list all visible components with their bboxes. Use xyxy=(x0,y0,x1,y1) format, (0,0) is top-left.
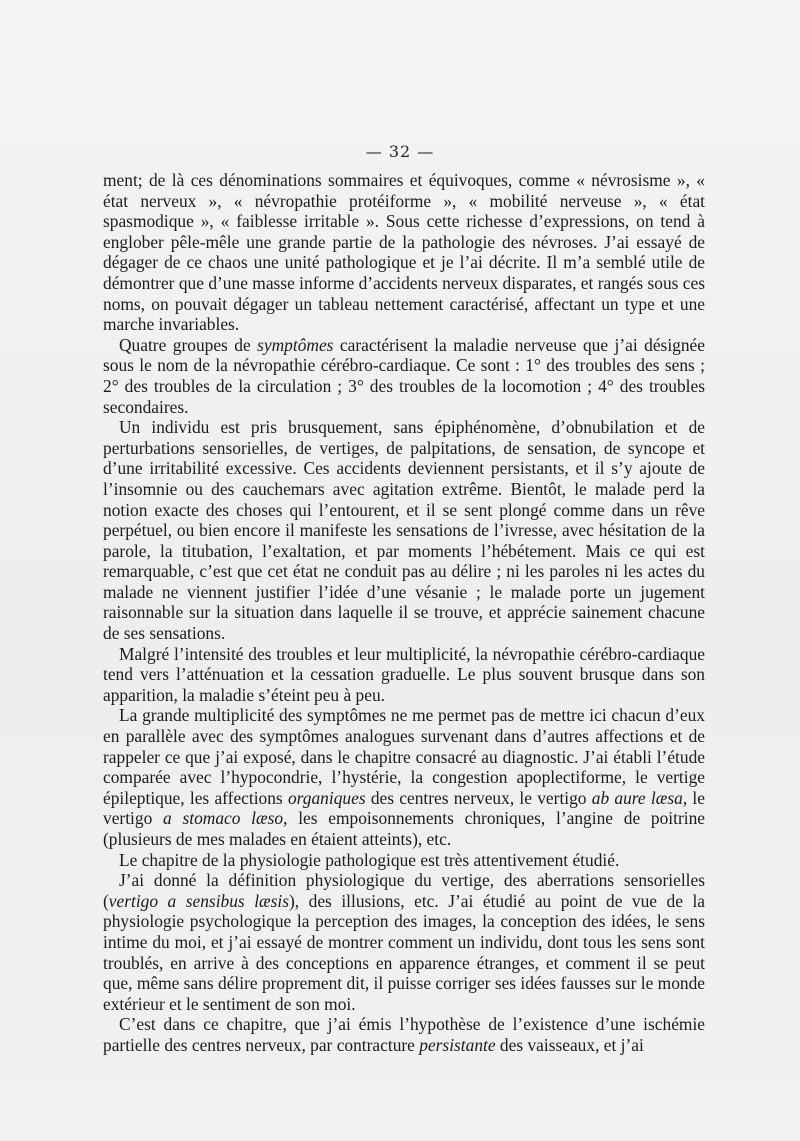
italic-text: persistante xyxy=(419,1034,496,1055)
italic-text: a stomaco læso xyxy=(163,808,284,829)
text-run: C’est dans ce chapitre, que j’ai émis l’hypothèse de l’existence d’une ischémie partielle des centres nerveux, par contracture xyxy=(103,1014,705,1055)
text-run: Un individu est pris brusquement, sans épiphénomène, d’obnubilation et de perturbations sensorielles, de vertiges, de palpitations, de sensation, de syncope et d’une irritabilité excessive. Ces accidents deviennent persistants, et il s’y ajoute de l’insomnie ou des cauchemars avec agitation extrême. Bientôt, le malade perd la notion exacte des choses qui l’entourent, et il se sent plongé comme dans un rêve perpétuel, ou bien encore il manifeste les sensations de l’ivresse, avec hésitation de la parole, la titubation, l’exaltation, et par moments l’hébétement. Mais ce qui est remarquable, c’est que cet état ne conduit pas au délire ; ni les paroles ni les actes du malade ne viennent justifier l’idée d’une vésanie ; le malade porte un jugement raisonnable sur la situation dans laquelle il se trouve, et apprécie sainement chacune de ses sensations. xyxy=(103,417,705,644)
text-run: J’ai donné la définition physiologique du vertige, des aberrations sensorielles ( xyxy=(103,870,705,911)
paragraph xyxy=(103,870,705,1014)
text-run: La grande multiplicité des symptômes ne me permet pas de mettre ici chacun d’eux en parallèle avec des symptômes analogues survenant dans d’autres affections et de rappeler ce que j’ai exposé, dans le chapitre consacré au diagnostic. J’ai établi l’étude comparée avec l’hypocondrie, l’hystérie, la congestion apoplectiforme, le vertige épileptique, les affections xyxy=(103,705,705,808)
italic-text: symptômes xyxy=(257,334,334,355)
text-run: , les empoisonnements chroniques, l’angine de poitrine (plusieurs de mes malades en étaient atteints), etc. xyxy=(103,808,706,849)
italic-text: vertigo a sensibus læsis xyxy=(108,890,289,911)
paragraph xyxy=(103,335,705,417)
text-run: Malgré l’intensité des troubles et leur multiplicité, la névropathie cérébro-cardiaque tend vers l’atténuation et la cessation graduelle. Le plus souvent brusque dans son apparition, la maladie s’éteint peu à peu. xyxy=(103,643,705,705)
body-text xyxy=(103,170,705,1056)
text-run: des vaisseaux, et j’ai xyxy=(495,1034,644,1055)
italic-text: ab aure læsa xyxy=(591,787,683,808)
text-run: ), des illusions, etc. J’ai étudié au point de vue de la physiologie psychologique la perception des images, la conception des idées, le sens intime du moi, et j’ai essayé de montrer comment un individu, dont tous les sens sont troublés, en arrive à des conceptions en apparence étranges, et comment il se peut que, même sans délire proprement dit, il puisse corriger ses idées fausses sur le monde extérieur et le sentiment de son moi. xyxy=(103,890,705,1014)
text-run: , le vertigo xyxy=(103,787,705,829)
text-run: caractérisent la maladie nerveuse que j’ai désignée sous le nom de la névropathie cérébro-cardiaque. Ce sont : 1° des troubles des sens ; 2° des troubles de la circulation ; 3° des troubles de la locomotion ; 4° des troubles secondaires. xyxy=(103,334,705,417)
paragraph xyxy=(103,705,705,849)
text-run: Quatre groupes de xyxy=(119,334,258,355)
text-run: des centres nerveux, le vertigo xyxy=(365,787,592,808)
paragraph xyxy=(103,850,705,871)
paragraph xyxy=(103,644,705,706)
paragraph xyxy=(103,417,705,644)
text-run: ment; de là ces dénominations sommaires et équivoques, comme « névrosisme », « état nerveux », « névropathie protéiforme », « mobilité nerveuse », « état spasmodique », « faiblesse irritable ». Sous cette richesse d’expressions, on tend à englober pêle-mêle une grande partie de la pathologie des névroses. J’ai essayé de dégager de ce chaos une unité pathologique et je l’ai décrite. Il m’a semblé utile de démontrer que d’une masse informe d’accidents nerveux disparates, et rangés sous ces noms, on pouvait dégager un tableau nettement caractérisé, affectant un type et une marche invariables. xyxy=(103,170,705,335)
italic-text: organiques xyxy=(287,787,366,808)
paragraph xyxy=(103,1014,705,1055)
paragraph xyxy=(103,170,705,335)
text-run: Le chapitre de la physiologie pathologique est très attentivement étudié. xyxy=(119,849,620,870)
page-number: — 32 — xyxy=(365,142,435,161)
